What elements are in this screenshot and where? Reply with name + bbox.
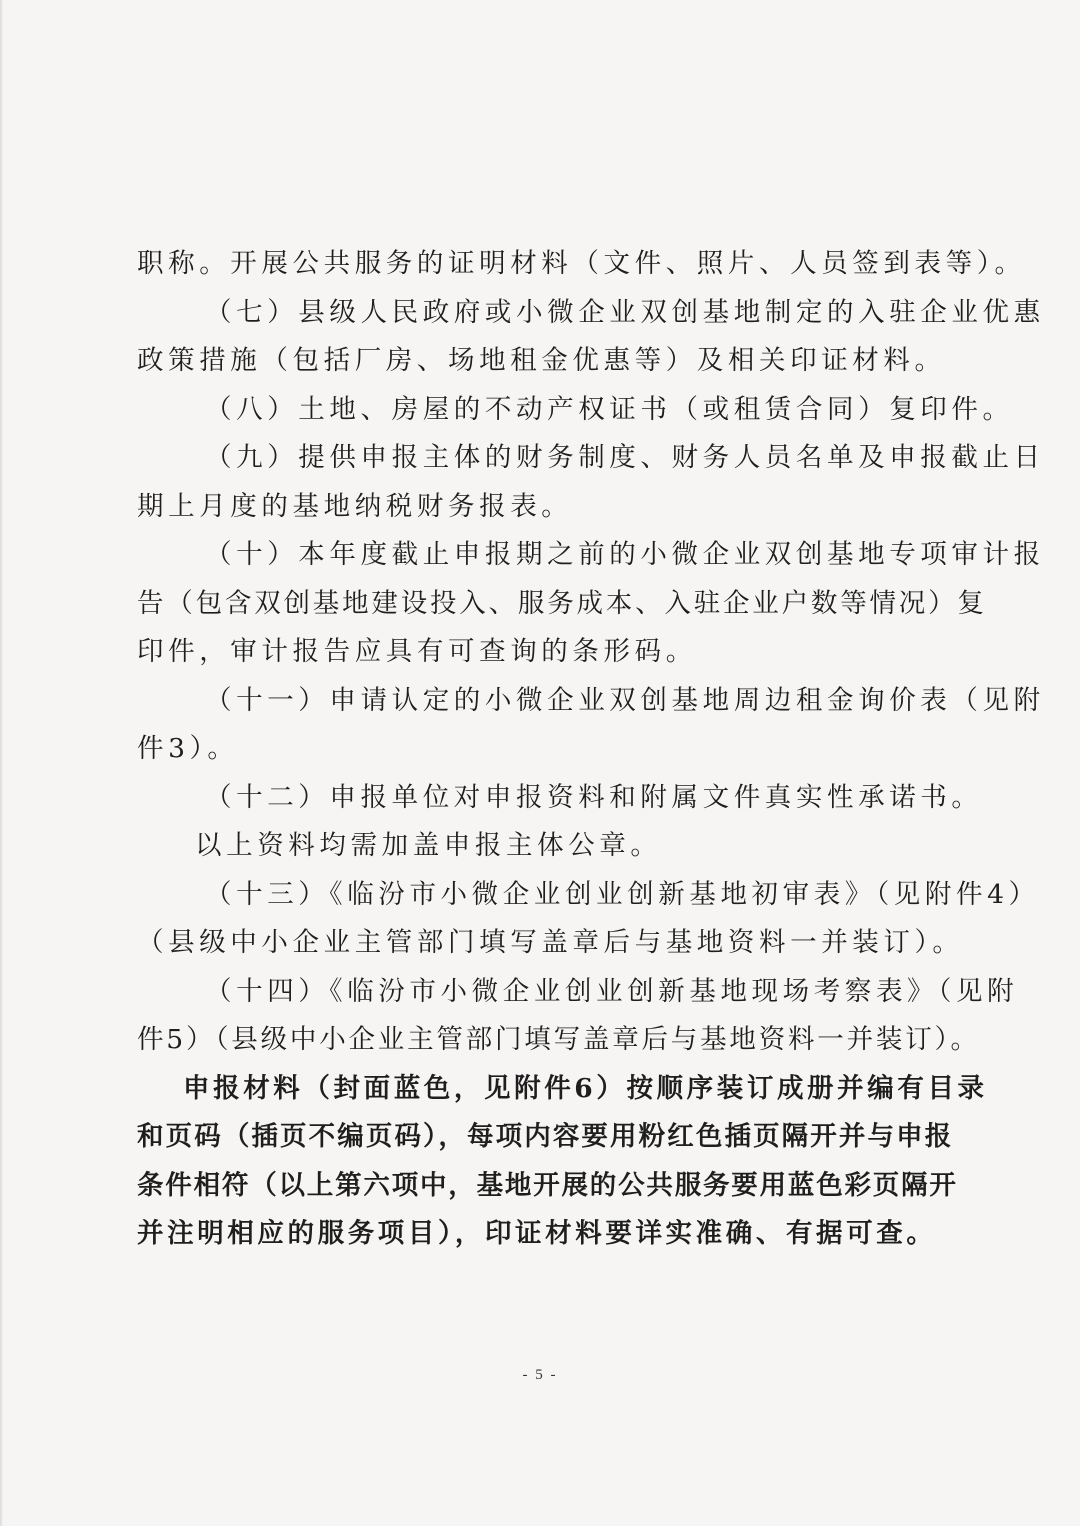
text-line: （十二）申报单位对申报资料和附属文件真实性承诺书。	[205, 781, 983, 813]
text-line: （十三）《临汾市小微企业创业创新基地初审表》（见附件4）	[205, 878, 1040, 910]
text-line: （七）县级人民政府或小微企业双创基地制定的入驻企业优惠	[205, 296, 1045, 328]
text-line-bold: 条件相符（以上第六项中，基地开展的公共服务要用蓝色彩页隔开	[137, 1169, 958, 1201]
text-line: 职称。开展公共服务的证明材料（文件、照片、人员签到表等）。	[137, 248, 1026, 279]
page-number: - 5 -	[522, 1367, 558, 1383]
text-line: （十四）《临汾市小微企业创业创新基地现场考察表》（见附	[205, 975, 1019, 1007]
text-line: （八）土地、房屋的不动产权证书（或租赁合同）复印件。	[205, 393, 1014, 425]
text-line: （九）提供申报主体的财务制度、财务人员名单及申报截止日	[205, 442, 1045, 473]
text-line: （十一）申请认定的小微企业双创基地周边租金询价表（见附	[205, 684, 1045, 716]
text-line-bold: 并注明相应的服务项目），印证材料要详实准确、有据可查。	[137, 1218, 937, 1249]
text-line: （县级中小企业主管部门填写盖章后与基地资料一并装订）。	[137, 927, 964, 958]
text-line: 以上资料均需加盖申报主体公章。	[195, 830, 662, 861]
text-line: 告（包含双创基地建设投入、服务成本、入驻企业户数等情况）复	[137, 587, 987, 619]
text-line: 期上月度的基地纳税财务报表。	[137, 490, 573, 522]
text-line: 件3）。	[137, 733, 239, 764]
text-line-bold: 和页码（插页不编页码），每项内容要用粉红色插页隔开并与申报	[137, 1121, 953, 1152]
text-line: 件5）（县级中小企业主管部门填写盖章后与基地资料一并装订）。	[137, 1024, 980, 1055]
body-text	[137, 240, 1045, 1259]
text-line: （十）本年度截止申报期之前的小微企业双创基地专项审计报	[205, 539, 1045, 570]
text-line-bold: 申报材料（封面蓝色，见附件6）按顺序装订成册并编有目录	[183, 1072, 988, 1104]
text-line: 印件，审计报告应具有可查询的条形码。	[137, 636, 697, 667]
text-line: 政策措施（包括厂房、场地租金优惠等）及相关印证材料。	[137, 345, 946, 376]
